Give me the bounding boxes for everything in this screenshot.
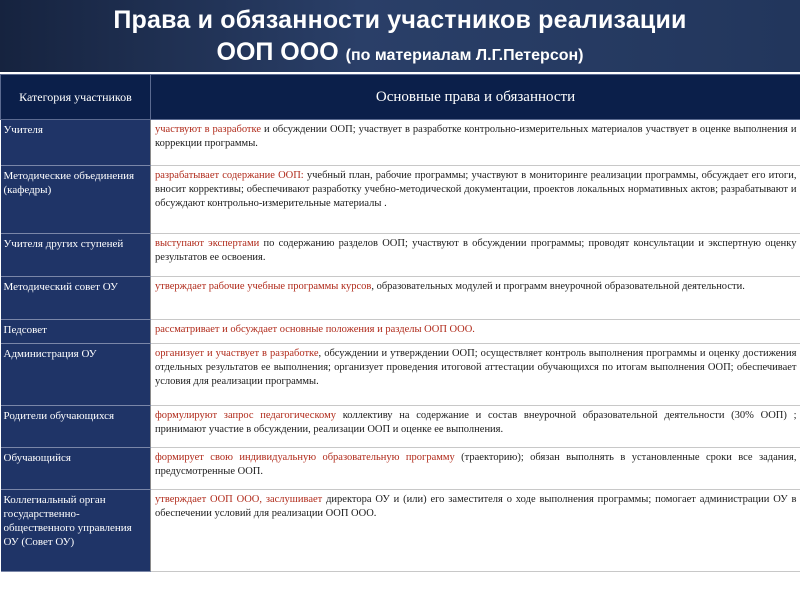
row-text: коллективу на содержание и состав внеурочной образовательной деятельности (30% ООП) ; принимают участие в обсуждении, реализации ООП и оценке ее выполнения.: [155, 410, 797, 435]
slide-title-main: ООП ООО: [216, 38, 339, 66]
row-highlight: разрабатывает содержание ООП:: [155, 170, 304, 181]
slide-title-line2: [0, 38, 800, 67]
row-category: Педсовет: [1, 320, 151, 344]
table-row: [1, 490, 800, 572]
row-highlight: формулируют запрос педагогическому: [155, 410, 336, 421]
table-row: [1, 120, 800, 166]
row-highlight: формирует свою индивидуальную образовательную программу: [155, 452, 455, 463]
row-category: Учителя других ступеней: [1, 234, 151, 277]
row-description: [151, 344, 800, 406]
table-row: [1, 344, 800, 406]
row-text: и обсуждении ООП; участвует в разработке контрольно-измерительных материалов участвует в оценке выполнения и коррекции программы.: [155, 124, 797, 149]
row-description: [151, 166, 800, 234]
row-text: (траекторию); обязан выполнять в установленные сроки все задания, предусмотренные ООП.: [155, 452, 797, 477]
header-rights: Основные права и обязанности: [151, 75, 800, 120]
row-text: , образовательных модулей и программ внеурочной образовательной деятельности.: [371, 281, 745, 292]
table-row: [1, 234, 800, 277]
row-description: [151, 406, 800, 448]
row-text: по содержанию разделов ООП; участвуют в обсуждении программы; проводят консультации и экспертную оценку результатов ее освоения.: [155, 238, 797, 263]
row-description: [151, 120, 800, 166]
row-description: [151, 320, 800, 344]
row-description: [151, 490, 800, 572]
row-category: Методический совет ОУ: [1, 277, 151, 320]
row-category: Коллегиальный орган государственно-общественного управления ОУ (Совет ОУ): [1, 490, 151, 572]
table-row: [1, 448, 800, 490]
row-description: [151, 448, 800, 490]
row-text: , обсуждении и утверждении ООП; осуществляет контроль выполнения программы и оценку достижения отдельных результатов ее выполнения; организует проведения итоговой аттестации обучающихся по итогам выполнения ООП; обеспечивает условия для реализации программы.: [155, 348, 797, 387]
row-highlight: выступают экспертами: [155, 238, 260, 249]
roles-table: [0, 74, 800, 572]
row-highlight: участвуют в разработке: [155, 124, 262, 135]
row-highlight: рассматривает и обсуждает основные положения и разделы ООП ООО.: [155, 324, 475, 335]
table-row: [1, 277, 800, 320]
table-row: [1, 166, 800, 234]
row-category: Обучающийся: [1, 448, 151, 490]
slide-title-subtitle: (по материалам Л.Г.Петерсон): [345, 47, 584, 64]
row-category: Учителя: [1, 120, 151, 166]
row-highlight: утверждает рабочие учебные программы курсов: [155, 281, 372, 292]
row-text: директора ОУ и (или) его заместителя о ходе выполнения программы; помогает администрации ОУ в обеспечении условий для реализации ООП ООО.: [155, 494, 797, 519]
row-category: Родители обучающихся: [1, 406, 151, 448]
table-header-row: [1, 75, 800, 120]
table-row: [1, 406, 800, 448]
row-text: учебный план, рабочие программы; участвуют в мониторинге реализации программы, обсуждает его итоги, вносит коррективы; обеспечивают разработку учебно-методической документации, проектов локальных нормативных актов; разрабатывают и обсуждают контрольно-измерительные материалы .: [155, 170, 797, 209]
row-category: Администрация ОУ: [1, 344, 151, 406]
slide-title-line1: Права и обязанности участников реализации: [113, 6, 687, 34]
row-category: Методические объединения (кафедры): [1, 166, 151, 234]
table-row: [1, 320, 800, 344]
header-category: Категория участников: [1, 75, 151, 120]
row-description: [151, 234, 800, 277]
title-bar: [0, 0, 800, 72]
row-highlight: утверждает ООП ООО, заслушивает: [155, 494, 323, 505]
row-highlight: организует и участвует в разработке: [155, 348, 319, 359]
row-description: [151, 277, 800, 320]
